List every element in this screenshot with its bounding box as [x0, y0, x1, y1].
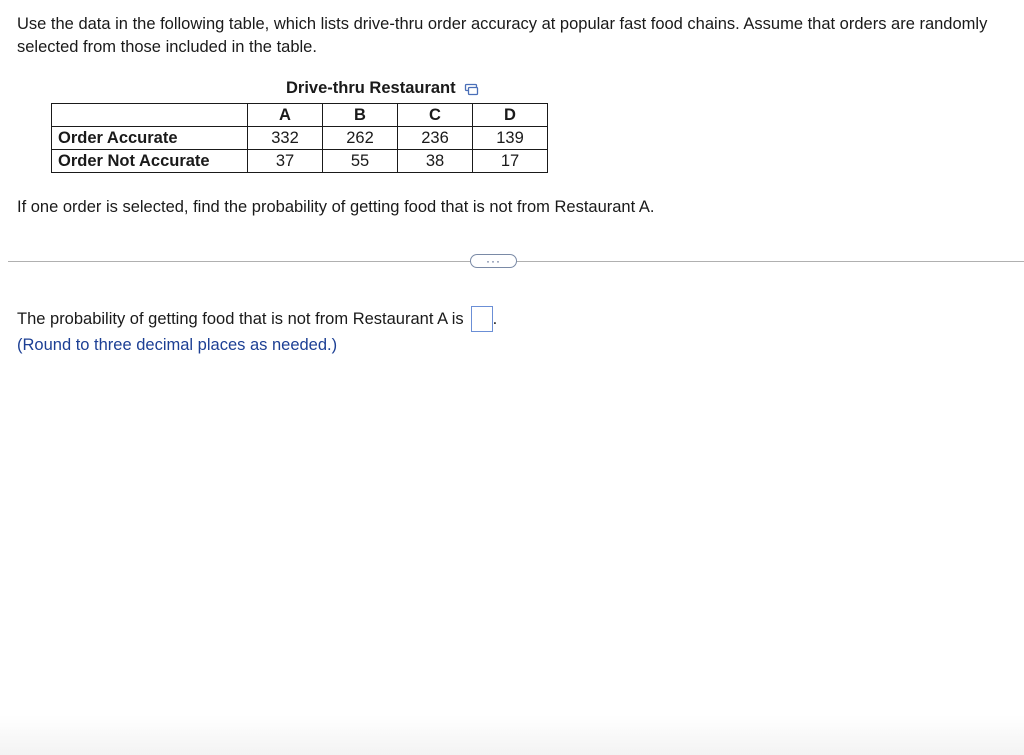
table-corner-cell [52, 104, 248, 127]
problem-intro: Use the data in the following table, which lists drive-thru order accuracy at popular fast food chains. Assume that orders are randomly selected from those included in the table. [17, 15, 988, 56]
table-header-row [52, 104, 548, 127]
rounding-hint: (Round to three decimal places as needed.) [17, 336, 338, 354]
table-cell: 262 [323, 127, 398, 150]
table-cell: 37 [248, 150, 323, 173]
table-row [52, 127, 548, 150]
column-header-b: B [323, 104, 398, 127]
answer-line [17, 306, 497, 332]
table-caption-text: Drive-thru Restaurant [286, 79, 456, 97]
table-cell: 139 [473, 127, 548, 150]
bottom-fade [0, 715, 1024, 755]
expand-more-button[interactable]: ··· [470, 254, 517, 268]
table-caption [286, 79, 480, 98]
answer-input[interactable] [471, 306, 493, 332]
row-label-order-not-accurate: Order Not Accurate [52, 150, 248, 173]
table-cell: 332 [248, 127, 323, 150]
answer-suffix: . [492, 309, 498, 328]
table-row [52, 150, 548, 173]
copy-icon[interactable] [464, 81, 480, 97]
row-label-order-accurate: Order Accurate [52, 127, 248, 150]
column-header-c: C [398, 104, 473, 127]
table-cell: 55 [323, 150, 398, 173]
data-table [51, 103, 548, 173]
table-cell: 17 [473, 150, 548, 173]
table-cell: 236 [398, 127, 473, 150]
table-cell: 38 [398, 150, 473, 173]
answer-prefix: The probability of getting food that is not from Restaurant A is [17, 309, 464, 328]
question-text: If one order is selected, find the probability of getting food that is not from Restaurant A. [17, 198, 655, 216]
column-header-d: D [473, 104, 548, 127]
column-header-a: A [248, 104, 323, 127]
